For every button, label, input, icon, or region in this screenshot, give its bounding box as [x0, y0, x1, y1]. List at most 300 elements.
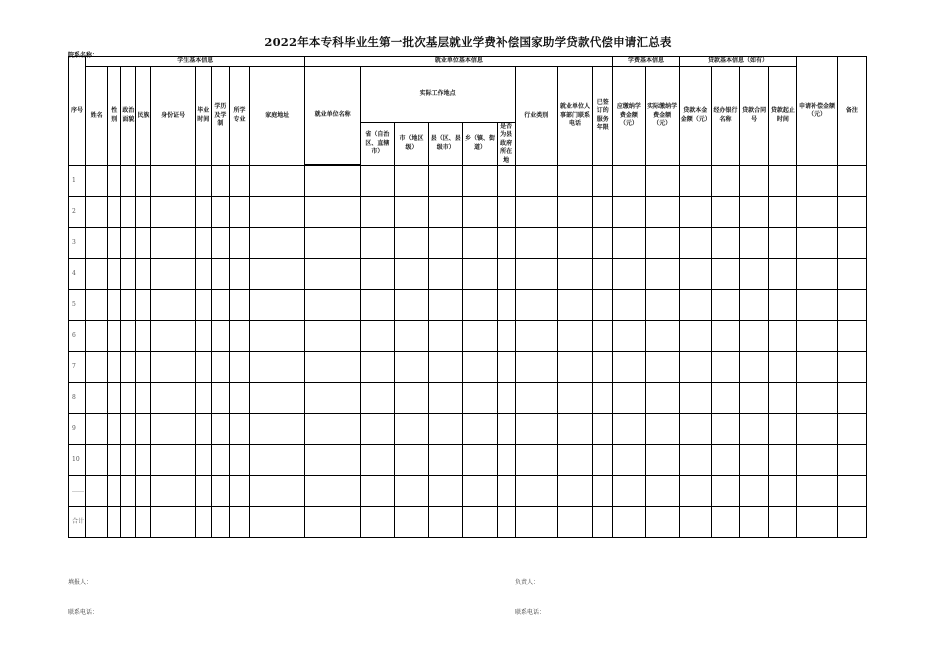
table-cell[interactable]	[229, 290, 249, 321]
table-cell[interactable]	[394, 197, 428, 228]
table-cell[interactable]	[394, 383, 428, 414]
table-cell[interactable]	[837, 197, 866, 228]
table-cell[interactable]	[394, 445, 428, 476]
table-cell[interactable]	[394, 290, 428, 321]
table-cell[interactable]	[797, 445, 837, 476]
table-cell[interactable]	[769, 352, 797, 383]
table-cell[interactable]	[121, 383, 136, 414]
table-cell[interactable]	[645, 321, 679, 352]
table-cell[interactable]	[250, 445, 305, 476]
table-cell[interactable]	[711, 259, 739, 290]
table-cell[interactable]	[211, 290, 229, 321]
table-cell[interactable]	[515, 321, 557, 352]
table-cell[interactable]	[497, 352, 515, 383]
table-cell[interactable]	[429, 383, 463, 414]
table-cell[interactable]	[837, 228, 866, 259]
table-cell[interactable]	[394, 476, 428, 507]
table-cell[interactable]	[463, 507, 497, 538]
table-cell[interactable]	[769, 290, 797, 321]
table-cell[interactable]	[429, 228, 463, 259]
table-cell[interactable]	[515, 507, 557, 538]
table-cell[interactable]	[593, 321, 613, 352]
table-cell[interactable]	[108, 166, 121, 197]
table-cell[interactable]	[108, 259, 121, 290]
table-cell[interactable]	[429, 476, 463, 507]
table-cell[interactable]	[711, 414, 739, 445]
table-cell[interactable]	[211, 414, 229, 445]
table-cell[interactable]	[429, 259, 463, 290]
table-cell[interactable]	[769, 259, 797, 290]
table-cell[interactable]	[229, 476, 249, 507]
table-cell[interactable]	[86, 321, 108, 352]
table-cell[interactable]	[429, 352, 463, 383]
table-cell[interactable]	[250, 321, 305, 352]
table-cell[interactable]	[613, 383, 645, 414]
table-cell[interactable]	[151, 476, 195, 507]
table-cell[interactable]	[613, 476, 645, 507]
table-cell[interactable]	[121, 352, 136, 383]
table-cell[interactable]	[86, 445, 108, 476]
table-cell[interactable]	[515, 352, 557, 383]
table-cell[interactable]	[463, 476, 497, 507]
table-cell[interactable]	[136, 197, 151, 228]
table-cell[interactable]	[195, 476, 211, 507]
table-cell[interactable]	[613, 321, 645, 352]
table-cell[interactable]	[613, 414, 645, 445]
table-cell[interactable]	[497, 507, 515, 538]
table-cell[interactable]	[151, 321, 195, 352]
table-cell[interactable]	[108, 321, 121, 352]
table-cell[interactable]	[679, 352, 711, 383]
table-cell[interactable]	[429, 321, 463, 352]
table-cell[interactable]	[195, 352, 211, 383]
table-cell[interactable]	[711, 445, 739, 476]
table-cell[interactable]	[108, 445, 121, 476]
table-cell[interactable]	[229, 321, 249, 352]
table-cell[interactable]	[195, 507, 211, 538]
table-cell[interactable]	[711, 166, 739, 197]
table-cell[interactable]	[394, 259, 428, 290]
table-cell[interactable]	[108, 197, 121, 228]
table-cell[interactable]	[837, 507, 866, 538]
table-cell[interactable]	[463, 259, 497, 290]
table-cell[interactable]	[797, 476, 837, 507]
table-cell[interactable]	[305, 507, 360, 538]
table-cell[interactable]	[394, 166, 428, 197]
table-cell[interactable]	[557, 166, 592, 197]
table-cell[interactable]	[151, 290, 195, 321]
table-cell[interactable]	[229, 383, 249, 414]
table-cell[interactable]	[108, 290, 121, 321]
table-cell[interactable]	[195, 414, 211, 445]
table-cell[interactable]	[740, 476, 769, 507]
table-cell[interactable]	[497, 383, 515, 414]
table-cell[interactable]	[613, 507, 645, 538]
table-cell[interactable]	[211, 228, 229, 259]
table-cell[interactable]	[429, 166, 463, 197]
table-cell[interactable]	[497, 476, 515, 507]
table-cell[interactable]	[740, 228, 769, 259]
table-cell[interactable]	[394, 414, 428, 445]
table-cell[interactable]	[497, 445, 515, 476]
table-cell[interactable]	[679, 197, 711, 228]
table-cell[interactable]	[769, 166, 797, 197]
table-cell[interactable]	[429, 197, 463, 228]
table-cell[interactable]	[679, 383, 711, 414]
table-cell[interactable]	[429, 445, 463, 476]
table-cell[interactable]	[679, 290, 711, 321]
table-cell[interactable]	[593, 383, 613, 414]
table-cell[interactable]	[394, 507, 428, 538]
table-cell[interactable]	[557, 228, 592, 259]
table-cell[interactable]	[463, 414, 497, 445]
table-cell[interactable]	[211, 507, 229, 538]
table-cell[interactable]	[515, 414, 557, 445]
table-cell[interactable]	[151, 383, 195, 414]
table-cell[interactable]	[557, 197, 592, 228]
table-cell[interactable]	[593, 290, 613, 321]
table-cell[interactable]	[769, 507, 797, 538]
table-cell[interactable]	[769, 383, 797, 414]
table-cell[interactable]	[121, 290, 136, 321]
table-cell[interactable]	[797, 290, 837, 321]
table-cell[interactable]	[463, 383, 497, 414]
table-cell[interactable]	[151, 414, 195, 445]
table-cell[interactable]	[740, 259, 769, 290]
table-cell[interactable]	[360, 321, 394, 352]
table-cell[interactable]	[250, 197, 305, 228]
table-cell[interactable]	[195, 445, 211, 476]
table-cell[interactable]	[394, 228, 428, 259]
table-cell[interactable]	[250, 228, 305, 259]
table-cell[interactable]	[769, 197, 797, 228]
table-cell[interactable]	[305, 383, 360, 414]
table-cell[interactable]	[593, 414, 613, 445]
table-cell[interactable]	[557, 259, 592, 290]
table-cell[interactable]	[613, 228, 645, 259]
table-cell[interactable]	[250, 476, 305, 507]
table-cell[interactable]	[108, 352, 121, 383]
table-cell[interactable]	[497, 290, 515, 321]
table-cell[interactable]	[557, 445, 592, 476]
table-cell[interactable]	[679, 445, 711, 476]
table-cell[interactable]	[195, 166, 211, 197]
table-cell[interactable]	[463, 352, 497, 383]
table-cell[interactable]	[360, 197, 394, 228]
table-cell[interactable]	[305, 352, 360, 383]
table-cell[interactable]	[679, 321, 711, 352]
table-cell[interactable]	[151, 445, 195, 476]
table-cell[interactable]	[229, 414, 249, 445]
table-cell[interactable]	[250, 414, 305, 445]
table-cell[interactable]	[515, 197, 557, 228]
table-cell[interactable]	[250, 352, 305, 383]
table-cell[interactable]	[679, 414, 711, 445]
table-cell[interactable]	[613, 166, 645, 197]
table-cell[interactable]	[121, 166, 136, 197]
table-cell[interactable]	[711, 228, 739, 259]
table-cell[interactable]	[108, 507, 121, 538]
table-cell[interactable]	[229, 507, 249, 538]
table-cell[interactable]	[593, 352, 613, 383]
table-cell[interactable]	[136, 228, 151, 259]
table-cell[interactable]	[837, 259, 866, 290]
table-cell[interactable]	[121, 445, 136, 476]
table-cell[interactable]	[360, 414, 394, 445]
table-cell[interactable]	[769, 445, 797, 476]
table-cell[interactable]	[250, 290, 305, 321]
table-cell[interactable]	[151, 352, 195, 383]
table-cell[interactable]	[211, 445, 229, 476]
table-cell[interactable]	[740, 197, 769, 228]
table-cell[interactable]	[515, 166, 557, 197]
table-cell[interactable]	[195, 290, 211, 321]
table-cell[interactable]	[645, 507, 679, 538]
table-cell[interactable]	[305, 166, 360, 197]
table-cell[interactable]	[121, 476, 136, 507]
table-cell[interactable]	[711, 476, 739, 507]
table-cell[interactable]	[86, 259, 108, 290]
table-cell[interactable]	[837, 476, 866, 507]
table-cell[interactable]	[305, 228, 360, 259]
table-cell[interactable]	[360, 445, 394, 476]
table-cell[interactable]	[211, 321, 229, 352]
table-cell[interactable]	[593, 197, 613, 228]
table-cell[interactable]	[593, 445, 613, 476]
table-cell[interactable]	[121, 259, 136, 290]
table-cell[interactable]	[229, 197, 249, 228]
table-cell[interactable]	[360, 259, 394, 290]
table-cell[interactable]	[797, 228, 837, 259]
table-cell[interactable]	[121, 414, 136, 445]
table-cell[interactable]	[136, 321, 151, 352]
table-cell[interactable]	[429, 414, 463, 445]
table-cell[interactable]	[305, 197, 360, 228]
table-cell[interactable]	[613, 290, 645, 321]
table-cell[interactable]	[151, 197, 195, 228]
table-cell[interactable]	[151, 228, 195, 259]
table-cell[interactable]	[305, 321, 360, 352]
table-cell[interactable]	[593, 228, 613, 259]
table-cell[interactable]	[463, 197, 497, 228]
table-cell[interactable]	[305, 476, 360, 507]
table-cell[interactable]	[740, 383, 769, 414]
table-cell[interactable]	[394, 352, 428, 383]
table-cell[interactable]	[463, 445, 497, 476]
table-cell[interactable]	[837, 166, 866, 197]
table-cell[interactable]	[711, 197, 739, 228]
table-cell[interactable]	[497, 228, 515, 259]
table-cell[interactable]	[557, 383, 592, 414]
table-cell[interactable]	[645, 414, 679, 445]
table-cell[interactable]	[740, 321, 769, 352]
table-cell[interactable]	[645, 290, 679, 321]
table-cell[interactable]	[136, 352, 151, 383]
table-cell[interactable]	[837, 290, 866, 321]
table-cell[interactable]	[679, 166, 711, 197]
table-cell[interactable]	[769, 476, 797, 507]
table-cell[interactable]	[557, 507, 592, 538]
table-cell[interactable]	[593, 166, 613, 197]
table-cell[interactable]	[360, 352, 394, 383]
table-cell[interactable]	[645, 259, 679, 290]
table-cell[interactable]	[136, 259, 151, 290]
table-cell[interactable]	[151, 259, 195, 290]
table-cell[interactable]	[211, 197, 229, 228]
table-cell[interactable]	[797, 383, 837, 414]
table-cell[interactable]	[195, 259, 211, 290]
table-cell[interactable]	[711, 383, 739, 414]
table-cell[interactable]	[837, 352, 866, 383]
table-cell[interactable]	[463, 321, 497, 352]
table-cell[interactable]	[121, 197, 136, 228]
table-cell[interactable]	[515, 476, 557, 507]
table-cell[interactable]	[645, 383, 679, 414]
table-cell[interactable]	[108, 228, 121, 259]
table-cell[interactable]	[305, 290, 360, 321]
table-cell[interactable]	[593, 476, 613, 507]
table-cell[interactable]	[797, 259, 837, 290]
table-cell[interactable]	[360, 290, 394, 321]
table-cell[interactable]	[837, 321, 866, 352]
table-cell[interactable]	[740, 507, 769, 538]
table-cell[interactable]	[711, 352, 739, 383]
table-cell[interactable]	[229, 166, 249, 197]
table-cell[interactable]	[121, 507, 136, 538]
table-cell[interactable]	[136, 166, 151, 197]
table-cell[interactable]	[305, 445, 360, 476]
table-cell[interactable]	[86, 414, 108, 445]
table-cell[interactable]	[557, 290, 592, 321]
table-cell[interactable]	[515, 259, 557, 290]
table-cell[interactable]	[645, 476, 679, 507]
table-cell[interactable]	[557, 476, 592, 507]
table-cell[interactable]	[645, 197, 679, 228]
table-cell[interactable]	[515, 228, 557, 259]
table-cell[interactable]	[679, 228, 711, 259]
table-cell[interactable]	[593, 507, 613, 538]
table-cell[interactable]	[497, 321, 515, 352]
table-cell[interactable]	[86, 383, 108, 414]
table-cell[interactable]	[86, 197, 108, 228]
table-cell[interactable]	[613, 197, 645, 228]
table-cell[interactable]	[136, 507, 151, 538]
table-cell[interactable]	[645, 352, 679, 383]
table-cell[interactable]	[108, 383, 121, 414]
table-cell[interactable]	[195, 197, 211, 228]
table-cell[interactable]	[613, 352, 645, 383]
table-cell[interactable]	[557, 321, 592, 352]
table-cell[interactable]	[229, 445, 249, 476]
table-cell[interactable]	[679, 476, 711, 507]
table-cell[interactable]	[211, 352, 229, 383]
table-cell[interactable]	[797, 507, 837, 538]
table-cell[interactable]	[711, 321, 739, 352]
table-cell[interactable]	[211, 476, 229, 507]
table-cell[interactable]	[557, 414, 592, 445]
table-cell[interactable]	[360, 383, 394, 414]
table-cell[interactable]	[740, 352, 769, 383]
table-cell[interactable]	[740, 166, 769, 197]
table-cell[interactable]	[797, 414, 837, 445]
table-cell[interactable]	[557, 352, 592, 383]
table-cell[interactable]	[769, 228, 797, 259]
table-cell[interactable]	[394, 321, 428, 352]
table-cell[interactable]	[463, 228, 497, 259]
table-cell[interactable]	[86, 352, 108, 383]
table-cell[interactable]	[229, 352, 249, 383]
table-cell[interactable]	[711, 290, 739, 321]
table-cell[interactable]	[136, 290, 151, 321]
table-cell[interactable]	[740, 445, 769, 476]
table-cell[interactable]	[740, 414, 769, 445]
table-cell[interactable]	[679, 507, 711, 538]
table-cell[interactable]	[515, 290, 557, 321]
table-cell[interactable]	[645, 166, 679, 197]
table-cell[interactable]	[360, 228, 394, 259]
table-cell[interactable]	[679, 259, 711, 290]
table-cell[interactable]	[195, 383, 211, 414]
table-cell[interactable]	[797, 166, 837, 197]
table-cell[interactable]	[645, 445, 679, 476]
table-cell[interactable]	[837, 414, 866, 445]
table-cell[interactable]	[645, 228, 679, 259]
table-cell[interactable]	[360, 166, 394, 197]
table-cell[interactable]	[797, 352, 837, 383]
table-cell[interactable]	[463, 166, 497, 197]
table-cell[interactable]	[86, 476, 108, 507]
table-cell[interactable]	[211, 166, 229, 197]
table-cell[interactable]	[429, 290, 463, 321]
table-cell[interactable]	[769, 321, 797, 352]
table-cell[interactable]	[305, 259, 360, 290]
table-cell[interactable]	[136, 383, 151, 414]
table-cell[interactable]	[229, 228, 249, 259]
table-cell[interactable]	[429, 507, 463, 538]
table-cell[interactable]	[837, 445, 866, 476]
table-cell[interactable]	[86, 228, 108, 259]
table-cell[interactable]	[211, 259, 229, 290]
table-cell[interactable]	[497, 197, 515, 228]
table-cell[interactable]	[151, 166, 195, 197]
table-cell[interactable]	[250, 507, 305, 538]
table-cell[interactable]	[515, 445, 557, 476]
table-cell[interactable]	[613, 259, 645, 290]
table-cell[interactable]	[797, 321, 837, 352]
table-cell[interactable]	[740, 290, 769, 321]
table-cell[interactable]	[229, 259, 249, 290]
table-cell[interactable]	[211, 383, 229, 414]
table-cell[interactable]	[360, 476, 394, 507]
table-cell[interactable]	[108, 476, 121, 507]
table-cell[interactable]	[86, 166, 108, 197]
table-cell[interactable]	[837, 383, 866, 414]
table-cell[interactable]	[86, 507, 108, 538]
table-cell[interactable]	[136, 476, 151, 507]
table-cell[interactable]	[797, 197, 837, 228]
table-cell[interactable]	[121, 228, 136, 259]
table-cell[interactable]	[497, 259, 515, 290]
table-cell[interactable]	[360, 507, 394, 538]
table-cell[interactable]	[463, 290, 497, 321]
table-cell[interactable]	[497, 166, 515, 197]
table-cell[interactable]	[195, 228, 211, 259]
table-cell[interactable]	[250, 259, 305, 290]
table-cell[interactable]	[108, 414, 121, 445]
table-cell[interactable]	[769, 414, 797, 445]
table-cell[interactable]	[121, 321, 136, 352]
table-cell[interactable]	[613, 445, 645, 476]
